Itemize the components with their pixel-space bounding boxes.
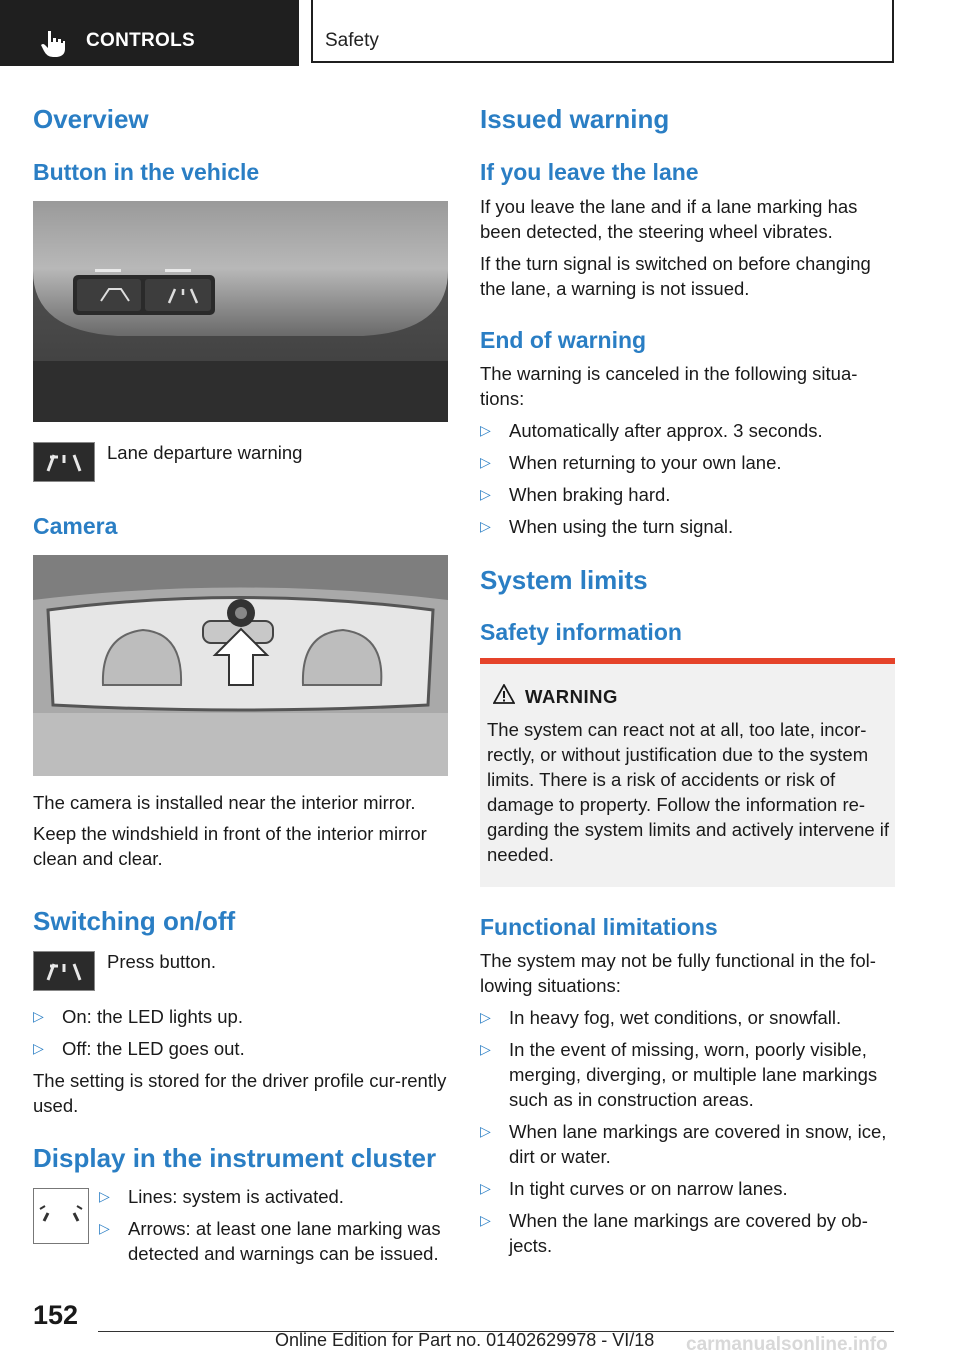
safety-information-heading: Safety information [480, 619, 682, 645]
triangle-bullet-icon: ▷ [480, 1212, 491, 1228]
leave-lane-text-1: If you leave the lane and if a lane marking has been detected, the steering wheel vibrates. [480, 196, 858, 242]
switch-list [33, 1004, 448, 1068]
issued-warning-heading: Issued warning [480, 104, 670, 134]
leave-lane-text-2: If the turn signal is switched on before changing the lane, a warning is not issued. [480, 253, 871, 299]
triangle-bullet-icon: ▷ [480, 518, 491, 534]
triangle-bullet-icon: ▷ [33, 1008, 44, 1024]
list-item: ▷ When braking hard. [480, 484, 671, 505]
list-item: ▷ In heavy fog, wet conditions, or snowfall. [480, 1007, 842, 1028]
camera-text-1: The camera is installed near the interior mirror. [33, 792, 416, 813]
camera-text-2: Keep the windshield in front of the interior mirror clean and clear. [33, 823, 427, 869]
button-in-vehicle-heading: Button in the vehicle [33, 159, 260, 185]
end-of-warning-heading: End of warning [480, 327, 647, 353]
watermark: carmanualsonline.info [686, 1334, 888, 1355]
list-item: ▷ In the event of missing, worn, poorly visible, merging, diverging, or multiple lane markings such as in construction areas. [480, 1039, 878, 1110]
triangle-bullet-icon: ▷ [480, 422, 491, 438]
system-limits-heading: System limits [480, 565, 648, 595]
page-number: 152 [33, 1300, 79, 1330]
list-item: ▷ When lane markings are covered in snow, ice, dirt or water. [480, 1121, 887, 1167]
section-label: CONTROLS [86, 30, 196, 51]
chapter-label: Safety [325, 30, 379, 51]
list-item: ▷ When returning to your own lane. [480, 452, 782, 473]
warning-text: The system can react not at all, too late, incor-rectly, or without justification due to the system limits. There is a risk of accidents or risk of damage to property. Follow the information re-garding the system limits and actively intervene if needed. [487, 719, 890, 865]
warning-bar [480, 658, 895, 664]
warning-triangle-icon [493, 684, 515, 704]
triangle-bullet-icon: ▷ [480, 1180, 491, 1196]
triangle-bullet-icon: ▷ [480, 1041, 491, 1057]
triangle-bullet-icon: ▷ [33, 1040, 44, 1056]
warning-box [480, 658, 895, 887]
leave-lane-heading: If you leave the lane [480, 159, 699, 185]
lane-lines-icon [33, 1188, 89, 1244]
display-list [99, 1184, 451, 1273]
list-item: ▷ In tight curves or on narrow lanes. [480, 1178, 788, 1199]
list-item: ▷ Arrows: at least one lane marking was detected and warnings can be issued. [99, 1218, 441, 1264]
warning-title: WARNING [525, 686, 618, 707]
list-item: ▷ When using the turn signal. [480, 516, 734, 537]
display-heading: Display in the instrument cluster [33, 1143, 437, 1173]
hand-pointer-icon [40, 29, 66, 57]
functional-limitations-text: The system may not be fully functional in the fol-lowing situations: [480, 950, 876, 996]
list-item: ▷ On: the LED lights up. [33, 1006, 243, 1027]
camera-photo [33, 555, 448, 776]
lane-departure-icon [33, 951, 95, 991]
list-item: ▷ Lines: system is activated. [99, 1186, 344, 1207]
functional-limitations-heading: Functional limitations [480, 914, 718, 940]
lane-departure-caption: Lane departure warning [107, 442, 303, 463]
triangle-bullet-icon: ▷ [99, 1188, 110, 1204]
list-item: ▷ When the lane markings are covered by ob-jects. [480, 1210, 868, 1256]
switching-heading: Switching on/off [33, 906, 236, 936]
triangle-bullet-icon: ▷ [480, 1123, 491, 1139]
list-item: ▷ Automatically after approx. 3 seconds. [480, 420, 823, 441]
setting-text: The setting is stored for the driver profile cur-rently used. [33, 1070, 447, 1116]
edition-text: Online Edition for Part no. 01402629978 - VI/18 [275, 1330, 655, 1350]
camera-heading: Camera [33, 513, 118, 539]
triangle-bullet-icon: ▷ [480, 486, 491, 502]
vehicle-button-photo [33, 201, 448, 422]
chapter-header [311, 0, 894, 63]
list-item: ▷ Off: the LED goes out. [33, 1038, 245, 1059]
lane-departure-icon [33, 442, 95, 482]
press-button-text: Press button. [107, 951, 217, 972]
end-of-warning-text: The warning is canceled in the following situa-tions: [480, 363, 858, 409]
end-warning-list [480, 418, 895, 546]
triangle-bullet-icon: ▷ [480, 1009, 491, 1025]
section-header-tab [0, 0, 299, 66]
triangle-bullet-icon: ▷ [99, 1220, 110, 1236]
overview-heading: Overview [33, 104, 149, 134]
functional-limitations-list [480, 1005, 895, 1265]
triangle-bullet-icon: ▷ [480, 454, 491, 470]
